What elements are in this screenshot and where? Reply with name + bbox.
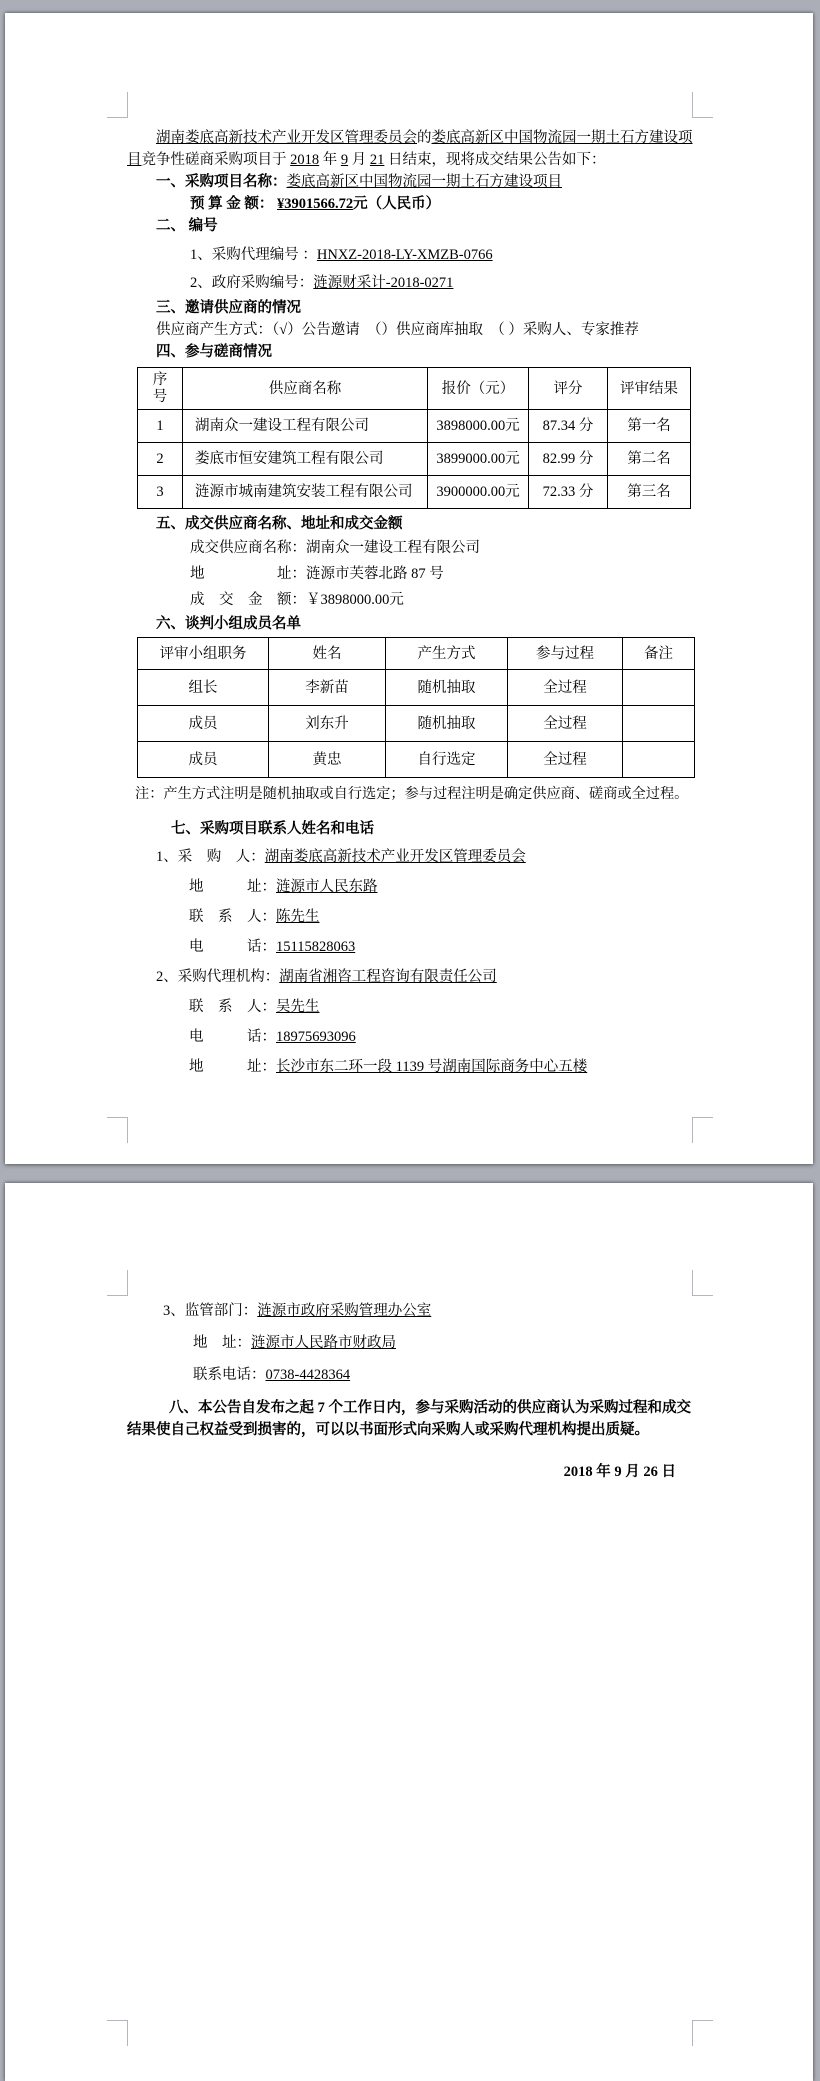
cell-price: 3899000.00元 xyxy=(428,443,529,476)
cell-seq: 3 xyxy=(138,476,183,509)
panel-table-header-row xyxy=(138,638,695,670)
agent-label: 2、采购代理机构： xyxy=(156,969,280,985)
table-row xyxy=(138,670,695,706)
cell-remark xyxy=(623,706,695,742)
text-boundary-mark-bottom-right xyxy=(692,2020,713,2046)
section-7-heading: 七、采购项目联系人姓名和电话 xyxy=(171,821,374,837)
buyer-phone-label: 电 话： xyxy=(189,939,276,955)
regulator-address-label: 地 址： xyxy=(193,1335,251,1351)
agent-phone-value: 18975693096 xyxy=(276,1029,356,1045)
winner-address-line xyxy=(127,561,692,587)
regulator-address-line xyxy=(127,1327,692,1359)
cell-method: 随机抽取 xyxy=(386,706,508,742)
section-2-heading: 二、 编号 xyxy=(156,218,218,234)
winner-name-label: 成交供应商名称： xyxy=(190,540,306,556)
col-header-result: 评审结果 xyxy=(608,368,691,410)
award-amount-line xyxy=(127,587,692,613)
agent-contact-label: 联 系 人： xyxy=(189,999,276,1015)
text-boundary-mark-bottom-left xyxy=(107,2020,128,2046)
winner-address-label: 地 址： xyxy=(190,566,306,582)
text-boundary-mark-bottom-left xyxy=(107,1117,128,1143)
cell-supplier: 娄底市恒安建筑工程有限公司 xyxy=(183,443,428,476)
intro-text: 竞争性磋商采购项目于 xyxy=(141,152,291,168)
cell-price: 3898000.00元 xyxy=(428,410,529,443)
agent-phone-line xyxy=(127,1022,692,1052)
buyer-value: 湖南娄底高新技术产业开发区管理委员会 xyxy=(264,849,526,865)
table-row xyxy=(138,706,695,742)
budget-amount: ¥3901566.72 xyxy=(277,196,354,212)
project-name-part2: 目 xyxy=(127,152,142,168)
table-row xyxy=(138,476,691,509)
col-header-name: 姓名 xyxy=(269,638,386,670)
budget-line xyxy=(127,193,692,215)
cell-score: 82.99 分 xyxy=(529,443,608,476)
end-day: 21 xyxy=(369,152,385,168)
regulator-address-value: 涟源市人民路市财政局 xyxy=(251,1335,396,1351)
supplier-mode-line: 供应商产生方式：（√）公告邀请 （）供应商库抽取 （ ）采购人、专家推荐 xyxy=(156,322,639,338)
section-5-heading: 五、成交供应商名称、地址和成交金额 xyxy=(156,516,403,532)
agent-address-line xyxy=(127,1052,692,1082)
agent-contact-value: 吴先生 xyxy=(276,999,320,1015)
project-name-value: 娄底高新区中国物流园一期土石方建设项目 xyxy=(286,174,562,190)
buyer-phone-line xyxy=(127,932,692,962)
agent-contact-line xyxy=(127,992,692,1022)
intro-text-year-unit: 年 xyxy=(319,152,341,168)
col-header-score: 评分 xyxy=(529,368,608,410)
intro-text-month-unit: 月 xyxy=(348,152,370,168)
buyer-phone-value: 15115828063 xyxy=(276,939,356,955)
gov-code-label: 2、政府采购编号： xyxy=(190,275,314,291)
col-header-process: 参与过程 xyxy=(508,638,623,670)
cell-supplier: 湖南众一建设工程有限公司 xyxy=(183,410,428,443)
buyer-org-name: 湖南娄底高新技术产业开发区管理委员会 xyxy=(156,130,417,146)
col-header-role: 评审小组职务 xyxy=(138,638,269,670)
agency-code-value: HNXZ-2018-LY-XMZB-0766 xyxy=(316,247,493,263)
section-6-heading: 六、谈判小组成员名单 xyxy=(156,616,301,632)
cell-method: 自行选定 xyxy=(386,742,508,778)
table-row xyxy=(138,742,695,778)
agency-code-label: 1、采购代理编号 ： xyxy=(190,247,317,263)
cell-result: 第三名 xyxy=(608,476,691,509)
buyer-contact-line xyxy=(127,902,692,932)
bidders-table-header-row xyxy=(138,368,691,410)
gov-code-line xyxy=(127,271,692,295)
announcement-date: 2018 年 9 月 26 日 xyxy=(563,1464,676,1480)
section-8-line-1: 八、本公告自发布之起 7 个工作日内，参与采购活动的供应商认为采购过程和成交 xyxy=(169,1400,691,1416)
text-boundary-mark-top-right xyxy=(692,92,713,118)
agent-value: 湖南省湘咨工程咨询有限责任公司 xyxy=(279,969,497,985)
col-header-method: 产生方式 xyxy=(386,638,508,670)
text-boundary-mark-bottom-right xyxy=(692,1117,713,1143)
table-note: 注：产生方式注明是随机抽取或自行选定；参与过程注明是确定供应商、磋商或全过程。 xyxy=(135,786,689,802)
buyer-contact-value: 陈先生 xyxy=(276,909,320,925)
winner-name-value: 湖南众一建设工程有限公司 xyxy=(306,540,480,556)
cell-name: 刘东升 xyxy=(269,706,386,742)
text-boundary-mark-top-right xyxy=(692,1270,713,1296)
section-1-line xyxy=(127,171,692,193)
winner-name-line xyxy=(127,535,692,561)
award-amount-value: ￥3898000.00元 xyxy=(306,592,404,608)
section-4-heading: 四、参与磋商情况 xyxy=(156,344,272,360)
section-8-line-2: 结果使自己权益受到损害的，可以以书面形式向采购人或采购代理机构提出质疑。 xyxy=(127,1422,649,1438)
agent-phone-label: 电 话： xyxy=(189,1029,276,1045)
project-name-part1: 娄底高新区中国物流园一期土石方建设项 xyxy=(431,130,693,146)
text-boundary-mark-top-left xyxy=(107,1270,128,1296)
cell-supplier: 涟源市城南建筑安装工程有限公司 xyxy=(183,476,428,509)
agency-code-line xyxy=(127,243,692,267)
cell-process: 全过程 xyxy=(508,742,623,778)
table-row xyxy=(138,443,691,476)
cell-process: 全过程 xyxy=(508,706,623,742)
bidders-table xyxy=(137,367,691,509)
text-boundary-mark-top-left xyxy=(107,92,128,118)
budget-label: 预 算 金 额： xyxy=(190,196,277,212)
intro-tail: 日结束，现将成交结果公告如下： xyxy=(384,152,606,168)
cell-method: 随机抽取 xyxy=(386,670,508,706)
regulator-value: 涟源市政府采购管理办公室 xyxy=(257,1303,432,1319)
intro-line-1 xyxy=(127,127,692,149)
buyer-address-line xyxy=(127,872,692,902)
cell-score: 72.33 分 xyxy=(529,476,608,509)
agent-line xyxy=(127,962,692,992)
gov-code-value: 涟源财采计-2018-0271 xyxy=(313,275,454,291)
buyer-address-value: 涟源市人民东路 xyxy=(276,879,378,895)
award-amount-label: 成 交 金 额： xyxy=(190,592,306,608)
budget-suffix: 元（人民币） xyxy=(353,196,441,212)
cell-remark xyxy=(623,670,695,706)
cell-seq: 1 xyxy=(138,410,183,443)
cell-name: 李新苗 xyxy=(269,670,386,706)
regulator-phone-value: 0738-4428364 xyxy=(265,1367,351,1383)
panel-table xyxy=(137,637,695,778)
cell-score: 87.34 分 xyxy=(529,410,608,443)
page-2-content xyxy=(127,1295,692,1483)
section-1-heading: 一、采购项目名称： xyxy=(156,174,287,190)
regulator-phone-label: 联系电话： xyxy=(193,1367,266,1383)
regulator-phone-line xyxy=(127,1359,692,1391)
regulator-label: 3、监管部门： xyxy=(163,1303,258,1319)
col-header-price: 报价（元） xyxy=(428,368,529,410)
buyer-address-label: 地 址： xyxy=(189,879,276,895)
end-month: 9 xyxy=(340,152,349,168)
buyer-label: 1、采 购 人： xyxy=(156,849,265,865)
cell-role: 成员 xyxy=(138,706,269,742)
cell-result: 第二名 xyxy=(608,443,691,476)
buyer-contact-label: 联 系 人： xyxy=(189,909,276,925)
buyer-line xyxy=(127,842,692,872)
cell-role: 组长 xyxy=(138,670,269,706)
cell-remark xyxy=(623,742,695,778)
cell-seq: 2 xyxy=(138,443,183,476)
col-header-supplier: 供应商名称 xyxy=(183,368,428,410)
regulator-line xyxy=(127,1295,692,1327)
cell-role: 成员 xyxy=(138,742,269,778)
agent-address-value: 长沙市东二环一段 1139 号湖南国际商务中心五楼 xyxy=(276,1059,588,1075)
cell-price: 3900000.00元 xyxy=(428,476,529,509)
end-year: 2018 xyxy=(290,152,320,168)
table-row xyxy=(138,410,691,443)
intro-connector: 的 xyxy=(417,130,432,146)
agent-address-label: 地 址： xyxy=(189,1059,276,1075)
page-2 xyxy=(5,1183,813,2081)
winner-address-value: 涟源市芙蓉北路 87 号 xyxy=(306,566,444,582)
page-1 xyxy=(5,13,813,1164)
col-header-remark: 备注 xyxy=(623,638,695,670)
cell-result: 第一名 xyxy=(608,410,691,443)
cell-name: 黄忠 xyxy=(269,742,386,778)
col-header-seq: 序号 xyxy=(138,368,183,410)
cell-process: 全过程 xyxy=(508,670,623,706)
section-3-heading: 三、邀请供应商的情况 xyxy=(156,300,301,316)
intro-line-2 xyxy=(127,149,692,171)
page-1-content xyxy=(127,117,692,1082)
